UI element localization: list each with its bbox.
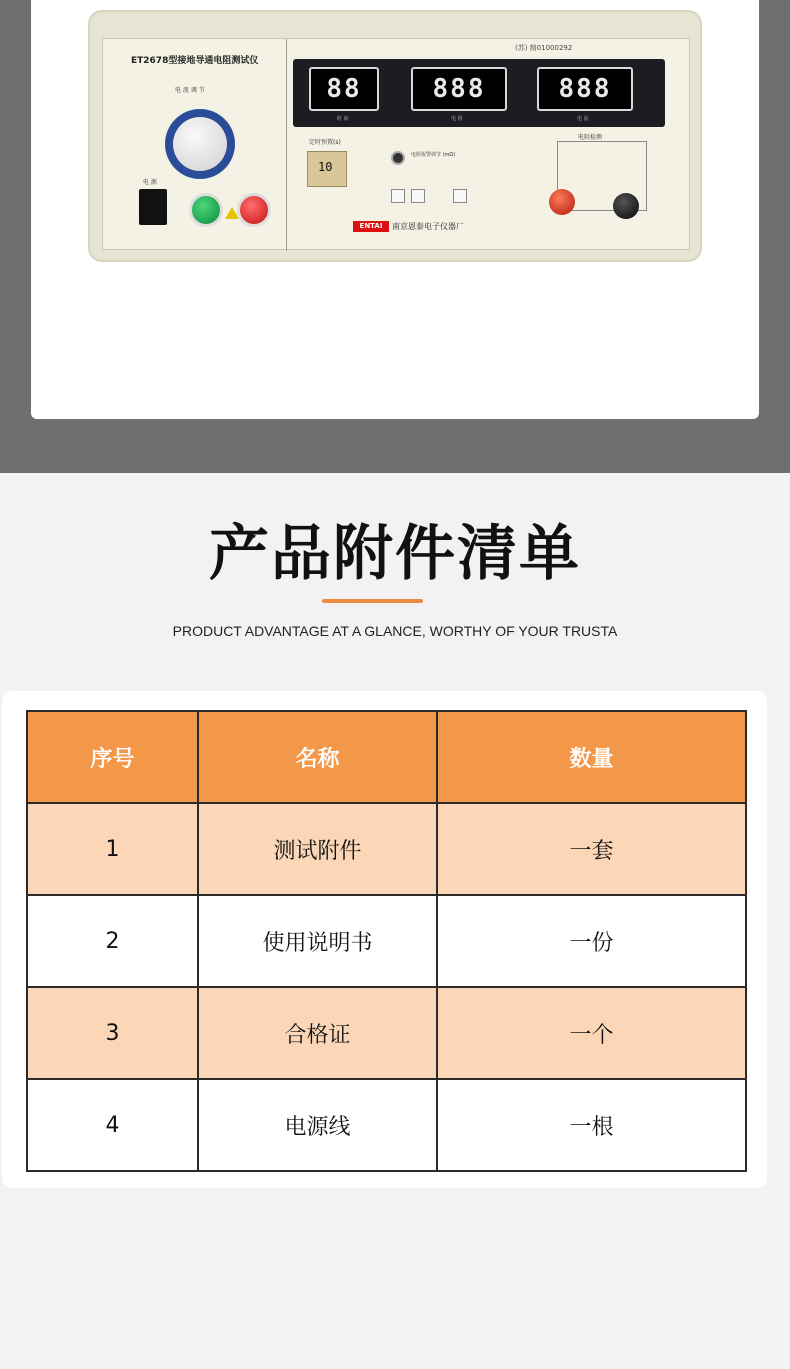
cell-quantity: 一个 [437, 987, 746, 1079]
display-strip [293, 59, 665, 127]
power-label: 电 源 [143, 179, 157, 186]
device-model-title: ET2678型接地导通电阻测试仪 [131, 56, 259, 66]
cell-quantity: 一根 [437, 1079, 746, 1171]
terminal-label: 电阻检测 [578, 134, 603, 141]
tester-front-panel [102, 38, 690, 250]
resistance-display: 888 [411, 67, 507, 111]
cell-name: 合格证 [198, 987, 437, 1079]
cell-quantity: 一套 [437, 803, 746, 895]
header-quantity: 数量 [437, 711, 746, 803]
current-knob-icon [173, 117, 227, 171]
cell-number: 3 [27, 987, 198, 1079]
cell-number: 2 [27, 895, 198, 987]
header-number: 序号 [27, 711, 198, 803]
accessories-table [26, 710, 747, 1172]
alarm-adjust-label: 电阻报警调节 (mΩ) [411, 152, 456, 158]
page-title: 产品附件清单 [209, 519, 581, 589]
power-switch-icon [139, 189, 167, 225]
title-underline [322, 599, 423, 603]
table-row [27, 895, 746, 987]
header-name: 名称 [198, 711, 437, 803]
timer-value: 10 [318, 160, 333, 174]
timer-thumbwheel [307, 151, 347, 187]
cell-name: 使用说明书 [198, 895, 437, 987]
time-display: 88 [309, 67, 379, 111]
alarm-button-icon [453, 189, 467, 203]
cell-number: 1 [27, 803, 198, 895]
red-terminal-icon [549, 189, 575, 215]
cell-quantity: 一份 [437, 895, 746, 987]
brand-logo: ENTAI [353, 221, 389, 232]
cell-name: 测试附件 [198, 803, 437, 895]
cell-name: 电源线 [198, 1079, 437, 1171]
timer-preset-label: 定时预置(s) [309, 139, 341, 146]
certification-mark: (苏) 制01000292 [515, 44, 573, 52]
resistance-display-label: 电 阻 [451, 116, 463, 122]
table-header-row [27, 711, 746, 803]
current-adjust-label: 电 流 调 节 [175, 87, 205, 94]
current-display-label: 电 流 [577, 116, 589, 122]
cell-number: 4 [27, 1079, 198, 1171]
table-row [27, 803, 746, 895]
table-row [27, 1079, 746, 1171]
black-terminal-icon [613, 193, 639, 219]
table-row [27, 987, 746, 1079]
reset-button-icon [237, 193, 271, 227]
current-display: 888 [537, 67, 633, 111]
time-display-label: 时 间 [337, 116, 349, 122]
page-subtitle: PRODUCT ADVANTAGE AT A GLANCE, WORTHY OF YOUR TRUSTA [172, 623, 618, 639]
start-button-icon [189, 193, 223, 227]
alarm-adjust-knob-icon [391, 151, 405, 165]
timer-button-icon [411, 189, 425, 203]
brand-name: 南京恩泰电子仪器厂 [392, 222, 464, 231]
test-button-icon [391, 189, 405, 203]
